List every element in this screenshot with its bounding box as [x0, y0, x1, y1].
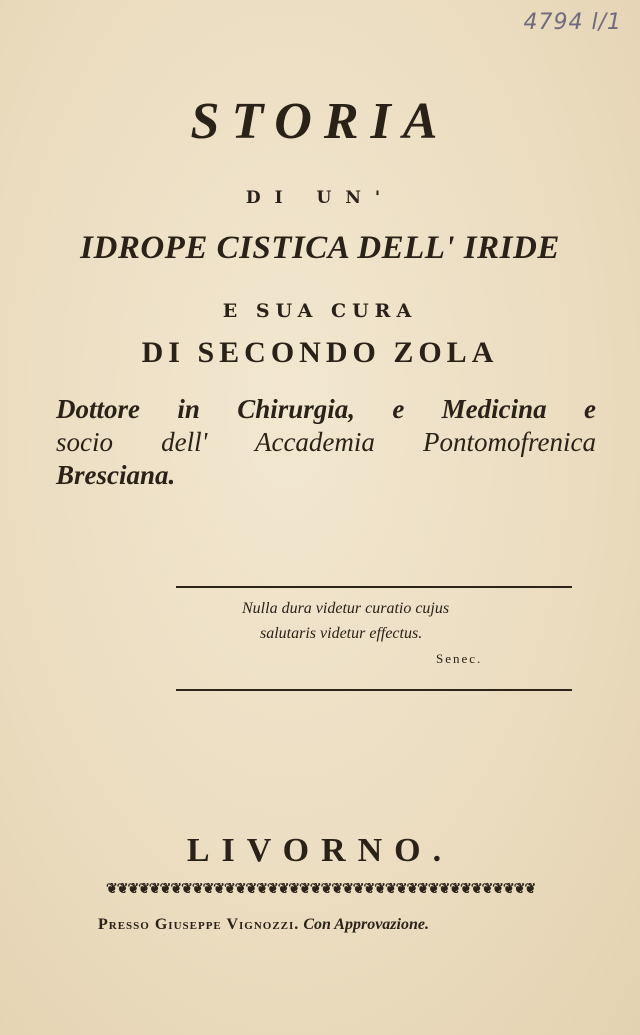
handwritten-shelfmark: 4794 l/1	[523, 10, 622, 35]
credentials-line-2: socio dell' Accademia Pontomofrenica	[56, 427, 596, 457]
title-subject: IDROPE CISTICA DELL' IRIDE	[80, 230, 560, 266]
publisher: Presso Giuseppe Vignozzi.	[98, 916, 300, 933]
ornamental-border: ❦❦❦❦❦❦❦❦❦❦❦❦❦❦❦❦❦❦❦❦❦❦❦❦❦❦❦❦❦❦❦❦❦❦❦❦❦❦❦❦	[106, 882, 536, 896]
approval-note: Con Approvazione.	[303, 916, 429, 933]
credentials-line-1: Dottore in Chirurgia, e Medicina e	[56, 394, 596, 424]
credentials-line-3: Bresciana.	[56, 460, 176, 490]
imprint-city: LIVORNO.	[186, 832, 454, 869]
epigraph-line-1: Nulla dura videtur curatio cujus	[242, 600, 450, 617]
title-main: STORIA	[190, 93, 450, 150]
epigraph-rule-top	[176, 586, 572, 588]
epigraph-rule-bottom	[176, 689, 572, 691]
title-continuation: E SUA CURA	[222, 300, 418, 322]
epigraph	[238, 596, 538, 671]
author-credentials	[56, 393, 596, 492]
epigraph-attribution: Senec.	[436, 651, 483, 666]
author-name: DI SECONDO ZOLA	[141, 336, 499, 369]
imprint-line	[98, 916, 578, 934]
epigraph-line-2: salutaris videtur effectus.	[260, 625, 423, 642]
title-connector: DI UN'	[245, 188, 395, 208]
